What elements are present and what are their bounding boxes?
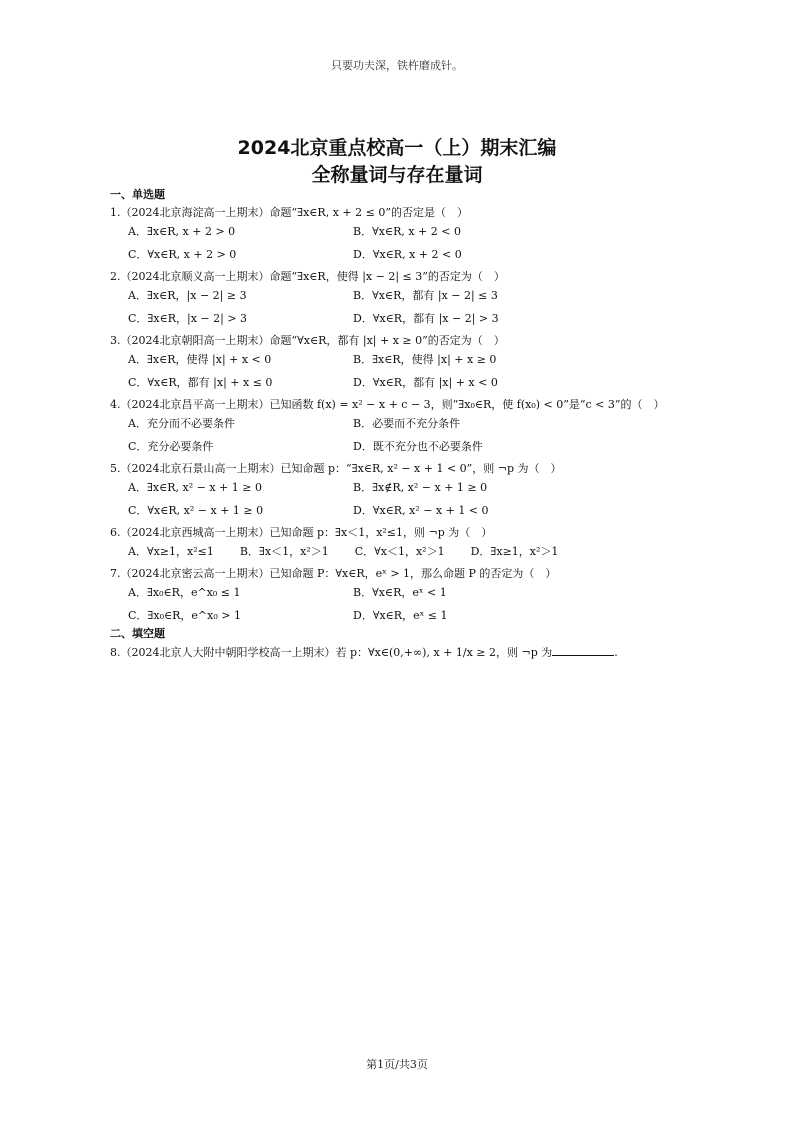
option-a: A．∃x∈R，|x − 2| ≥ 3 — [128, 289, 247, 302]
question-3 — [110, 334, 710, 394]
option-a: A．∃x∈R, x + 2 > 0 — [128, 225, 236, 238]
option-a: A．∃x∈R，使得 |x| + x < 0 — [128, 353, 272, 366]
question-text: 3.（2024北京朝阳高一上期末）命题“∀x∈R，都有 |x| + x ≥ 0”的否定为（ ） — [110, 334, 505, 347]
question-text: 6.（2024北京西城高一上期末）已知命题 p：∃x＜1，x²≤1，则 ¬p 为（ ） — [110, 526, 493, 539]
option-a: A．∃x₀∈R，e^x₀ ≤ 1 — [128, 586, 241, 599]
option-list — [128, 348, 710, 394]
section-heading-fill-blank: 二、填空题 — [110, 627, 165, 640]
option-c: C．∀x＜1，x²＞1 — [354, 545, 445, 558]
document-body — [110, 188, 710, 660]
option-d: D．∀x∈R，都有 |x − 2| > 3 — [353, 312, 499, 325]
section-heading-single-choice: 一、单选题 — [110, 188, 165, 201]
question-6 — [110, 526, 710, 563]
option-c: C．∃x₀∈R，e^x₀ > 1 — [128, 609, 241, 622]
question-8 — [110, 645, 710, 660]
answer-blank — [552, 645, 614, 656]
option-c: C．∀x∈R, x² − x + 1 ≥ 0 — [128, 504, 264, 517]
option-list — [128, 220, 710, 266]
question-4 — [110, 398, 710, 458]
question-text: 7.（2024北京密云高一上期末）已知命题 P：∀x∈R，eˣ > 1，那么命题 P 的否定为（ ） — [110, 567, 557, 580]
question-text: 1.（2024北京海淀高一上期末）命题“∃x∈R, x + 2 ≤ 0”的否定是（ ） — [110, 206, 468, 219]
question-text: 4.（2024北京昌平高一上期末）已知函数 f(x) = x² − x + c − 3，则“∃x₀∈R，使 f(x₀) < 0”是“c < 3”的（ ） — [110, 398, 665, 411]
option-c: C．∃x∈R，|x − 2| > 3 — [128, 312, 248, 325]
option-b: B．必要而不充分条件 — [353, 417, 461, 430]
question-text-after: . — [614, 646, 618, 659]
option-c: C．∀x∈R，都有 |x| + x ≤ 0 — [128, 376, 273, 389]
question-text: 2.（2024北京顺义高一上期末）命题“∃x∈R，使得 |x − 2| ≤ 3”的否定为（ ） — [110, 270, 505, 283]
option-a: A．充分而不必要条件 — [128, 417, 235, 430]
question-5 — [110, 462, 710, 522]
option-d: D．∀x∈R，eˣ ≤ 1 — [353, 609, 448, 622]
option-c: C．充分必要条件 — [128, 440, 214, 453]
option-list — [128, 476, 710, 522]
question-1 — [110, 206, 710, 266]
option-d: D．∃x≥1，x²＞1 — [470, 545, 559, 558]
option-b: B．∃x∉R, x² − x + 1 ≥ 0 — [353, 481, 488, 494]
page-title: 2024北京重点校高一（上）期末汇编 — [237, 137, 557, 159]
option-c: C．∀x∈R, x + 2 > 0 — [128, 248, 237, 261]
page-subtitle: 全称量词与存在量词 — [311, 164, 483, 186]
option-d: D．∀x∈R, x + 2 < 0 — [353, 248, 462, 261]
option-d: D．既不充分也不必要条件 — [353, 440, 483, 453]
question-text-before: 8.（2024北京人大附中朝阳学校高一上期末）若 p：∀x∈(0,+∞), x + 1/x ≥ 2，则 ¬p 为 — [110, 646, 553, 659]
option-b: B．∀x∈R，都有 |x − 2| ≤ 3 — [353, 289, 498, 302]
option-b: B．∀x∈R，eˣ < 1 — [353, 586, 447, 599]
option-b: B．∃x∈R，使得 |x| + x ≥ 0 — [353, 353, 497, 366]
option-list — [128, 412, 710, 458]
header-motto: 只要功夫深，铁杵磨成针。 — [331, 59, 463, 72]
question-text — [110, 645, 710, 660]
option-list — [128, 284, 710, 330]
question-text: 5.（2024北京石景山高一上期末）已知命题 p：“∃x∈R, x² − x + 1 < 0”，则 ¬p 为（ ） — [110, 462, 562, 475]
question-2 — [110, 270, 710, 330]
option-b: B．∀x∈R, x + 2 < 0 — [353, 225, 461, 238]
option-d: D．∀x∈R, x² − x + 1 < 0 — [353, 504, 489, 517]
option-d: D．∀x∈R，都有 |x| + x < 0 — [353, 376, 498, 389]
question-7 — [110, 567, 710, 627]
page-footer: 第1页/共3页 — [366, 1058, 428, 1071]
option-a: A．∀x≥1，x²≤1 — [128, 545, 214, 558]
option-a: A．∃x∈R, x² − x + 1 ≥ 0 — [128, 481, 262, 494]
option-b: B．∃x＜1，x²＞1 — [239, 545, 329, 558]
option-list — [128, 540, 710, 563]
option-list — [128, 581, 710, 627]
